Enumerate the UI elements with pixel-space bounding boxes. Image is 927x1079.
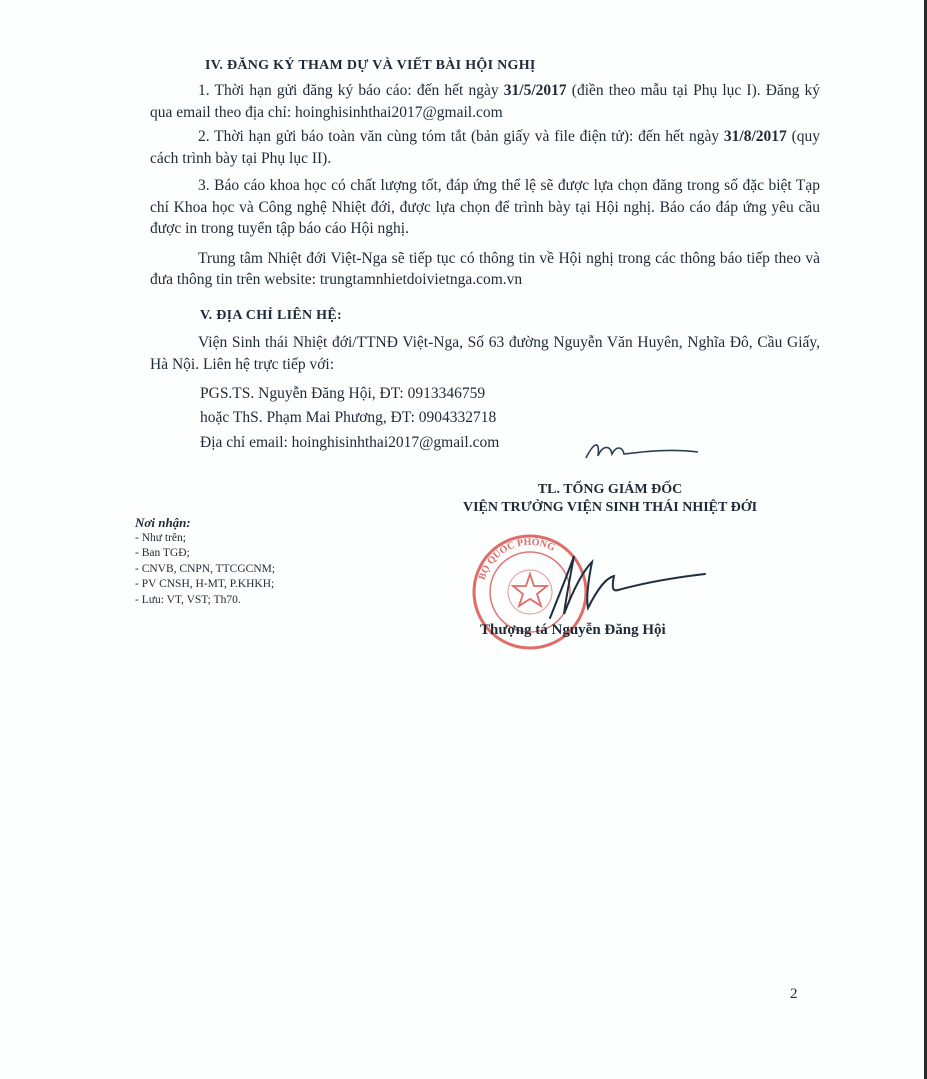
contact-2: hoặc ThS. Phạm Mai Phương, ĐT: 0904332718	[200, 409, 497, 426]
closing-paragraph: Trung tâm Nhiệt đới Việt-Nga sẽ tiếp tục có thông tin về Hội nghị trong các thông báo tiếp theo và đưa thông tin trên website: trungtamnhietdoivietnga.com.vn	[150, 249, 820, 288]
recipient-item: - Lưu: VT, VST; Th70.	[135, 593, 241, 606]
contact-1: PGS.TS. Nguyễn Đăng Hội, ĐT: 0913346759	[200, 385, 486, 402]
section-4-heading: IV. ĐĂNG KÝ THAM DỰ VÀ VIẾT BÀI HỘI NGHỊ	[205, 58, 536, 73]
svg-text:BỘ QUỐC PHÒNG: BỘ QUỐC PHÒNG	[476, 536, 557, 582]
section-5-heading: V. ĐỊA CHỈ LIÊN HỆ:	[200, 308, 342, 323]
signature-title-line2: VIỆN TRƯỞNG VIỆN SINH THÁI NHIỆT ĐỚI	[462, 500, 758, 515]
page-number: 2	[790, 986, 798, 1002]
contact-email: Địa chỉ email: hoinghisinhthai2017@gmail.com	[200, 434, 500, 451]
signer-name: Thượng tá Nguyễn Đăng Hội	[480, 622, 666, 638]
item-2: 2. Thời hạn gửi báo toàn văn cùng tóm tắt (bản giấy và file điện tử): đến hết ngày 31/8/2017 (quy cách trình bày tại Phụ lục II).	[150, 128, 820, 167]
recipients-list	[135, 515, 275, 608]
recipient-item: - Ban TGĐ;	[135, 547, 190, 559]
contact-address: Viện Sinh thái Nhiệt đới/TTNĐ Việt-Nga, Số 63 đường Nguyễn Văn Huyên, Nghĩa Đô, Cầu Giấy, Hà Nội. Liên hệ trực tiếp với:	[150, 334, 820, 373]
recipient-item: - Như trên;	[135, 531, 186, 544]
item-3: 3. Báo cáo khoa học có chất lượng tốt, đáp ứng thể lệ sẽ được lựa chọn đăng trong số đặc biệt Tạp chí Khoa học và Công nghệ Nhiệt đới, được lựa chọn để trình bày tại Hội nghị. Báo cáo đáp ứng yêu cầu được in trong tuyển tập báo cáo Hội nghị.	[150, 177, 820, 237]
item-1: 1. Thời hạn gửi đăng ký báo cáo: đến hết ngày 31/5/2017 (điền theo mẫu tại Phụ lục I). Đăng ký qua email theo địa chỉ: hoinghisinhthai2017@gmail.com	[150, 82, 820, 121]
signature-block	[400, 482, 820, 516]
recipient-item: - CNVB, CNPN, TTCGCNM;	[135, 562, 276, 575]
signature-title-line1: TL. TỔNG GIÁM ĐỐC	[537, 482, 683, 497]
recipient-item: - PV CNSH, H-MT, P.KHKH;	[135, 578, 275, 590]
section-4-body	[150, 80, 820, 291]
recipients-title: Nơi nhận:	[135, 515, 191, 530]
initial-signature-mark	[582, 436, 702, 466]
section-5-body	[150, 332, 820, 375]
handwritten-signature	[540, 548, 710, 628]
